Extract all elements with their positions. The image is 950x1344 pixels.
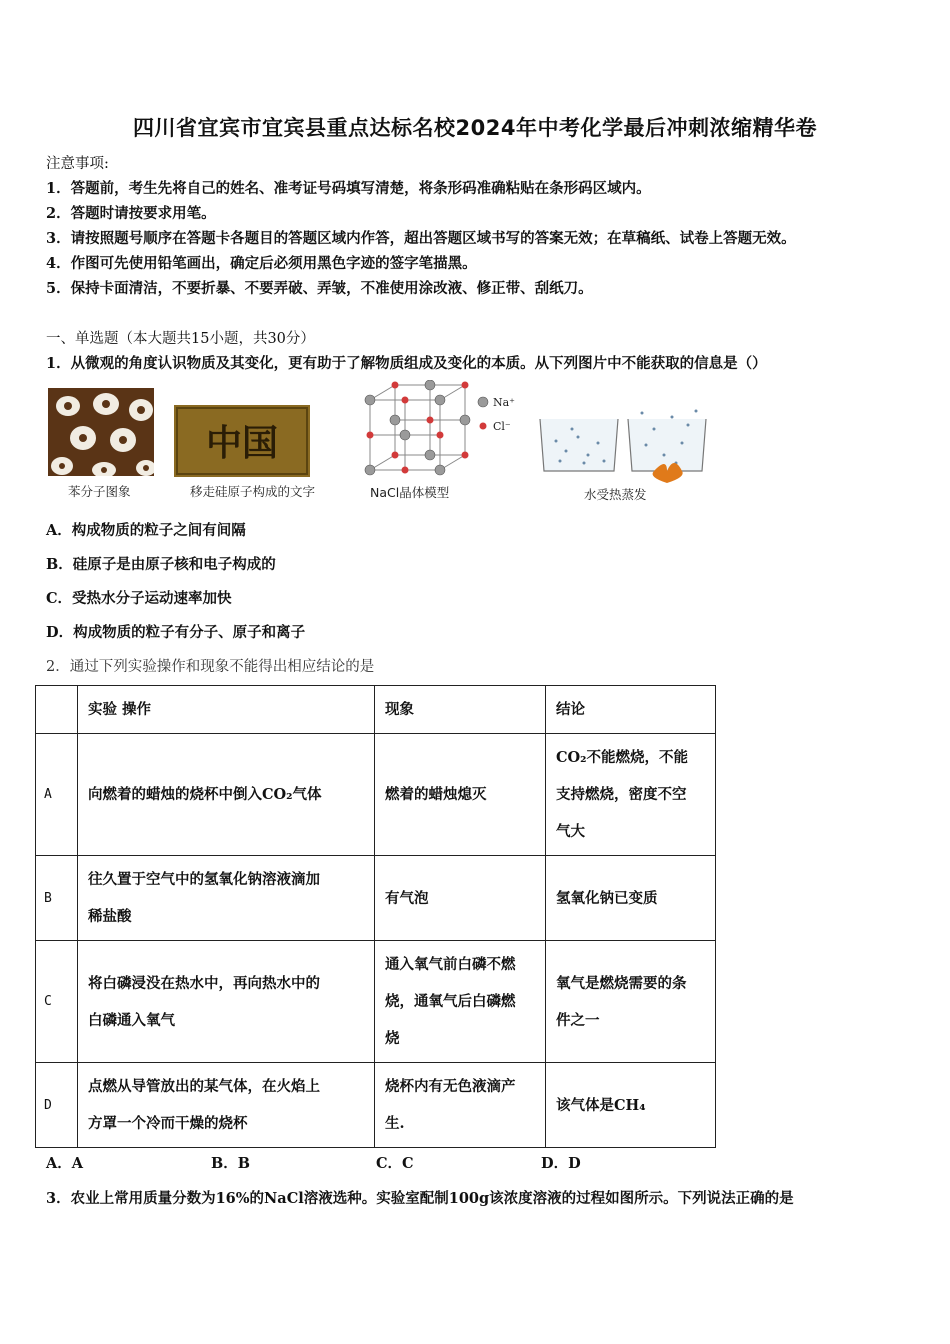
notice-item: 5．保持卡面清洁，不要折暴、不要弄破、弄皱，不准使用涂改液、修正带、刮纸刀。 [46, 280, 593, 297]
silicon-caption: 移走硅原子构成的文字 [190, 484, 316, 499]
row-label: B [36, 856, 78, 941]
table-header-row [36, 686, 716, 734]
cell-line: 白磷通入氧气 [88, 1011, 175, 1029]
cell-line: 气大 [556, 823, 585, 840]
cell-line: 燃着的蜡烛熄灭 [385, 786, 487, 803]
cell-line: 往久置于空气中的氢氧化钠溶液滴加 [88, 871, 320, 888]
q1-option-a[interactable]: A．构成物质的粒子之间有间隔 [46, 522, 246, 539]
q2-option-c[interactable]: C．C [376, 1155, 414, 1172]
silicon-text: 中国 [205, 423, 279, 464]
cell-line: 点燃从导管放出的某气体，在火焰上 [88, 1078, 320, 1095]
cell-line: CO₂不能燃烧，不能 [556, 749, 689, 766]
table-row [36, 856, 716, 941]
nacl-caption: NaCl晶体模型 [370, 485, 450, 500]
notice-item: 4．作图可先使用铅笔画出，确定后必须用黑色字迹的签字笔描黑。 [46, 255, 477, 272]
cell-line: 件之一 [556, 1011, 600, 1029]
notice-item: 1．答题前，考生先将自己的姓名、准考证号码填写清楚，将条形码准确粘贴在条形码区域内。 [46, 180, 651, 197]
cell-line: 有气泡 [385, 889, 429, 907]
cell-line: 生. [385, 1115, 405, 1132]
nacl-crystal-image [360, 380, 520, 484]
cell-line: 通入氧气前白磷不燃 [385, 956, 516, 973]
row-label: C [36, 941, 78, 1063]
cell-line: 烧杯内有无色液滴产 [385, 1078, 516, 1095]
header-cell: 结论 [546, 686, 716, 734]
na-label: Na⁺ [493, 396, 515, 409]
experiment-table [35, 685, 716, 1148]
question-2-stem: 2．通过下列实验操作和现象不能得出相应结论的是 [46, 659, 375, 675]
question-1-stem: 1．从微观的角度认识物质及其变化，更有助于了解物质组成及变化的本质。从下列图片中不能获取的信息是（） [46, 355, 767, 372]
benzene-image [48, 388, 154, 476]
q2-option-b[interactable]: B．B [211, 1155, 251, 1172]
table-row [36, 941, 716, 1063]
q2-option-a[interactable]: A．A [46, 1155, 84, 1172]
water-caption: 水受热蒸发 [584, 487, 647, 502]
q1-option-c[interactable]: C．受热水分子运动速率加快 [46, 590, 232, 607]
notice-heading: 注意事项: [46, 156, 109, 172]
cell-line: 支持燃烧，密度不空 [556, 786, 687, 803]
header-cell [36, 686, 78, 734]
header-cell: 现象 [375, 686, 546, 734]
page-title: 四川省宜宾市宜宾县重点达标名校2024年中考化学最后冲刺浓缩精华卷 [133, 116, 817, 140]
cell-line: 向燃着的蜡烛的烧杯中倒入CO₂气体 [88, 786, 322, 803]
row-label: D [36, 1063, 78, 1148]
benzene-caption: 苯分子图象 [68, 484, 131, 499]
cell-line: 烧，通氧气后白磷燃 [385, 993, 516, 1010]
water-evaporation-image [536, 405, 714, 483]
cell-line: 烧 [385, 1030, 400, 1047]
cell-line: 将白磷浸没在热水中，再向热水中的 [88, 974, 320, 992]
row-label: A [36, 734, 78, 856]
q2-option-d[interactable]: D．D [541, 1155, 581, 1172]
header-cell: 实验 操作 [78, 686, 375, 734]
cell-line: 氧气是燃烧需要的条 [556, 974, 687, 992]
cell-line: 稀盐酸 [88, 908, 132, 925]
cl-label: Cl⁻ [493, 420, 511, 433]
section-heading: 一、单选题（本大题共15小题，共30分） [46, 331, 315, 347]
table-row [36, 1063, 716, 1148]
q1-option-b[interactable]: B．硅原子是由原子核和电子构成的 [46, 556, 276, 573]
cell-line: 方罩一个冷而干燥的烧杯 [88, 1115, 248, 1132]
notice-item: 2．答题时请按要求用笔。 [46, 205, 216, 222]
silicon-atoms-image [174, 405, 310, 477]
q1-option-d[interactable]: D．构成物质的粒子有分子、原子和离子 [46, 624, 306, 641]
question-3-stem: 3．农业上常用质量分数为16%的NaCl溶液选种。实验室配制100g该浓度溶液的过程如图所示。下列说法正确的是 [46, 1190, 794, 1207]
notice-item: 3．请按照题号顺序在答题卡各题目的答题区域内作答，超出答题区域书写的答案无效；在草稿纸、试卷上答题无效。 [46, 230, 796, 247]
cell-line: 氢氧化钠已变质 [556, 889, 658, 907]
table-row [36, 734, 716, 856]
cell-line: 该气体是CH₄ [556, 1096, 646, 1114]
